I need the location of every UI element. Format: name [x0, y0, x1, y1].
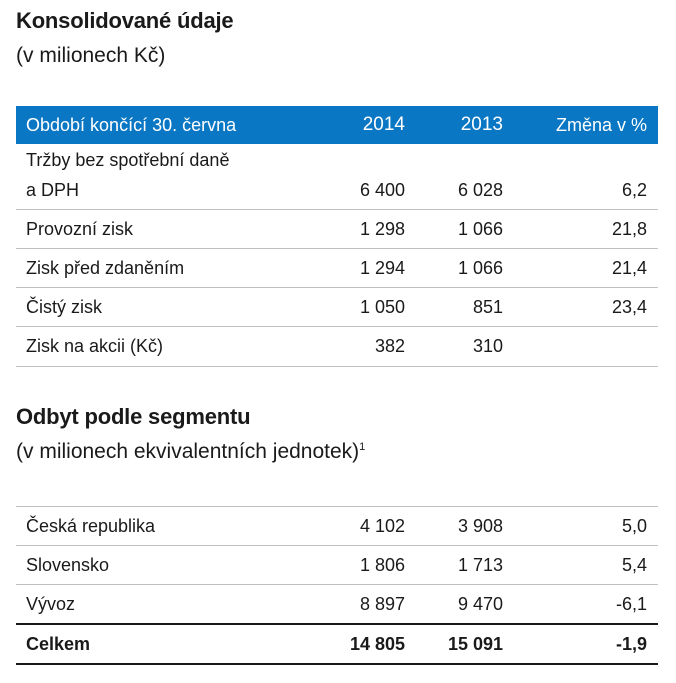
row-label-line1: Tržby bez spotřební daně	[26, 150, 230, 170]
section2-title: Odbyt podle segmentu	[16, 404, 251, 429]
row-change: 23,4	[611, 296, 647, 317]
row-change: 6,2	[621, 180, 647, 200]
row-label: Provozní zisk	[26, 218, 134, 239]
segment-table	[16, 506, 658, 665]
row-value-2013: 1 066	[457, 218, 503, 239]
row-value-2014: 1 050	[359, 296, 405, 317]
consolidated-table	[16, 106, 658, 367]
total-label: Celkem	[26, 633, 91, 654]
row-value-2014: 382	[374, 336, 405, 356]
table-header	[16, 106, 658, 144]
header-2014: 2014	[362, 114, 405, 135]
row-label: Slovensko	[26, 554, 110, 575]
total-value-2013: 15 091	[447, 633, 503, 654]
header-change: Změna v %	[555, 114, 647, 135]
row-value-2013: 6 028	[457, 180, 503, 200]
table-row	[16, 210, 658, 249]
row-change: 21,4	[611, 257, 647, 278]
row-label: Vývoz	[26, 593, 76, 614]
row-label: Zisk na akcii (Kč)	[26, 336, 164, 356]
table-row	[16, 249, 658, 288]
row-value-2013: 1 066	[457, 257, 503, 278]
row-value-2013: 1 713	[457, 554, 503, 575]
row-value-2013: 310	[472, 336, 503, 356]
row-label: Česká republika	[26, 515, 156, 536]
row-label-line2: a DPH	[26, 180, 80, 200]
row-value-2013: 9 470	[457, 593, 503, 614]
table-row	[16, 546, 658, 585]
total-row	[16, 623, 658, 665]
row-value-2014: 1 806	[359, 554, 405, 575]
row-value-2014: 8 897	[359, 593, 405, 614]
row-value-2014: 4 102	[359, 515, 405, 536]
footnote-mark: 1	[359, 441, 366, 453]
row-value-2013: 851	[472, 296, 503, 317]
section1-title: Konsolidované údaje	[16, 8, 234, 33]
section2-subtitle	[16, 440, 365, 464]
section1-subtitle: (v milionech Kč)	[16, 44, 166, 67]
table-row	[16, 585, 658, 623]
row-value-2013: 3 908	[457, 515, 503, 536]
row-value-2014: 1 298	[359, 218, 405, 239]
header-2013: 2013	[460, 114, 503, 135]
total-change: -1,9	[615, 633, 647, 654]
row-value-2014: 6 400	[359, 180, 405, 200]
row-label	[16, 145, 308, 205]
row-change: 5,4	[621, 554, 647, 575]
row-change: 5,0	[621, 515, 647, 536]
table-row	[16, 506, 658, 546]
header-period: Období končící 30. června	[26, 114, 237, 135]
table-row	[16, 144, 658, 210]
row-change: 21,8	[611, 218, 647, 239]
row-label: Zisk před zdaněním	[26, 257, 185, 278]
row-value-2014: 1 294	[359, 257, 405, 278]
total-value-2014: 14 805	[349, 633, 405, 654]
section2-subtitle-text: (v milionech ekvivalentních jednotek)	[16, 440, 360, 463]
row-change: -6,1	[615, 593, 647, 614]
table-row	[16, 288, 658, 327]
row-label: Čistý zisk	[26, 296, 102, 317]
table-row	[16, 327, 658, 367]
